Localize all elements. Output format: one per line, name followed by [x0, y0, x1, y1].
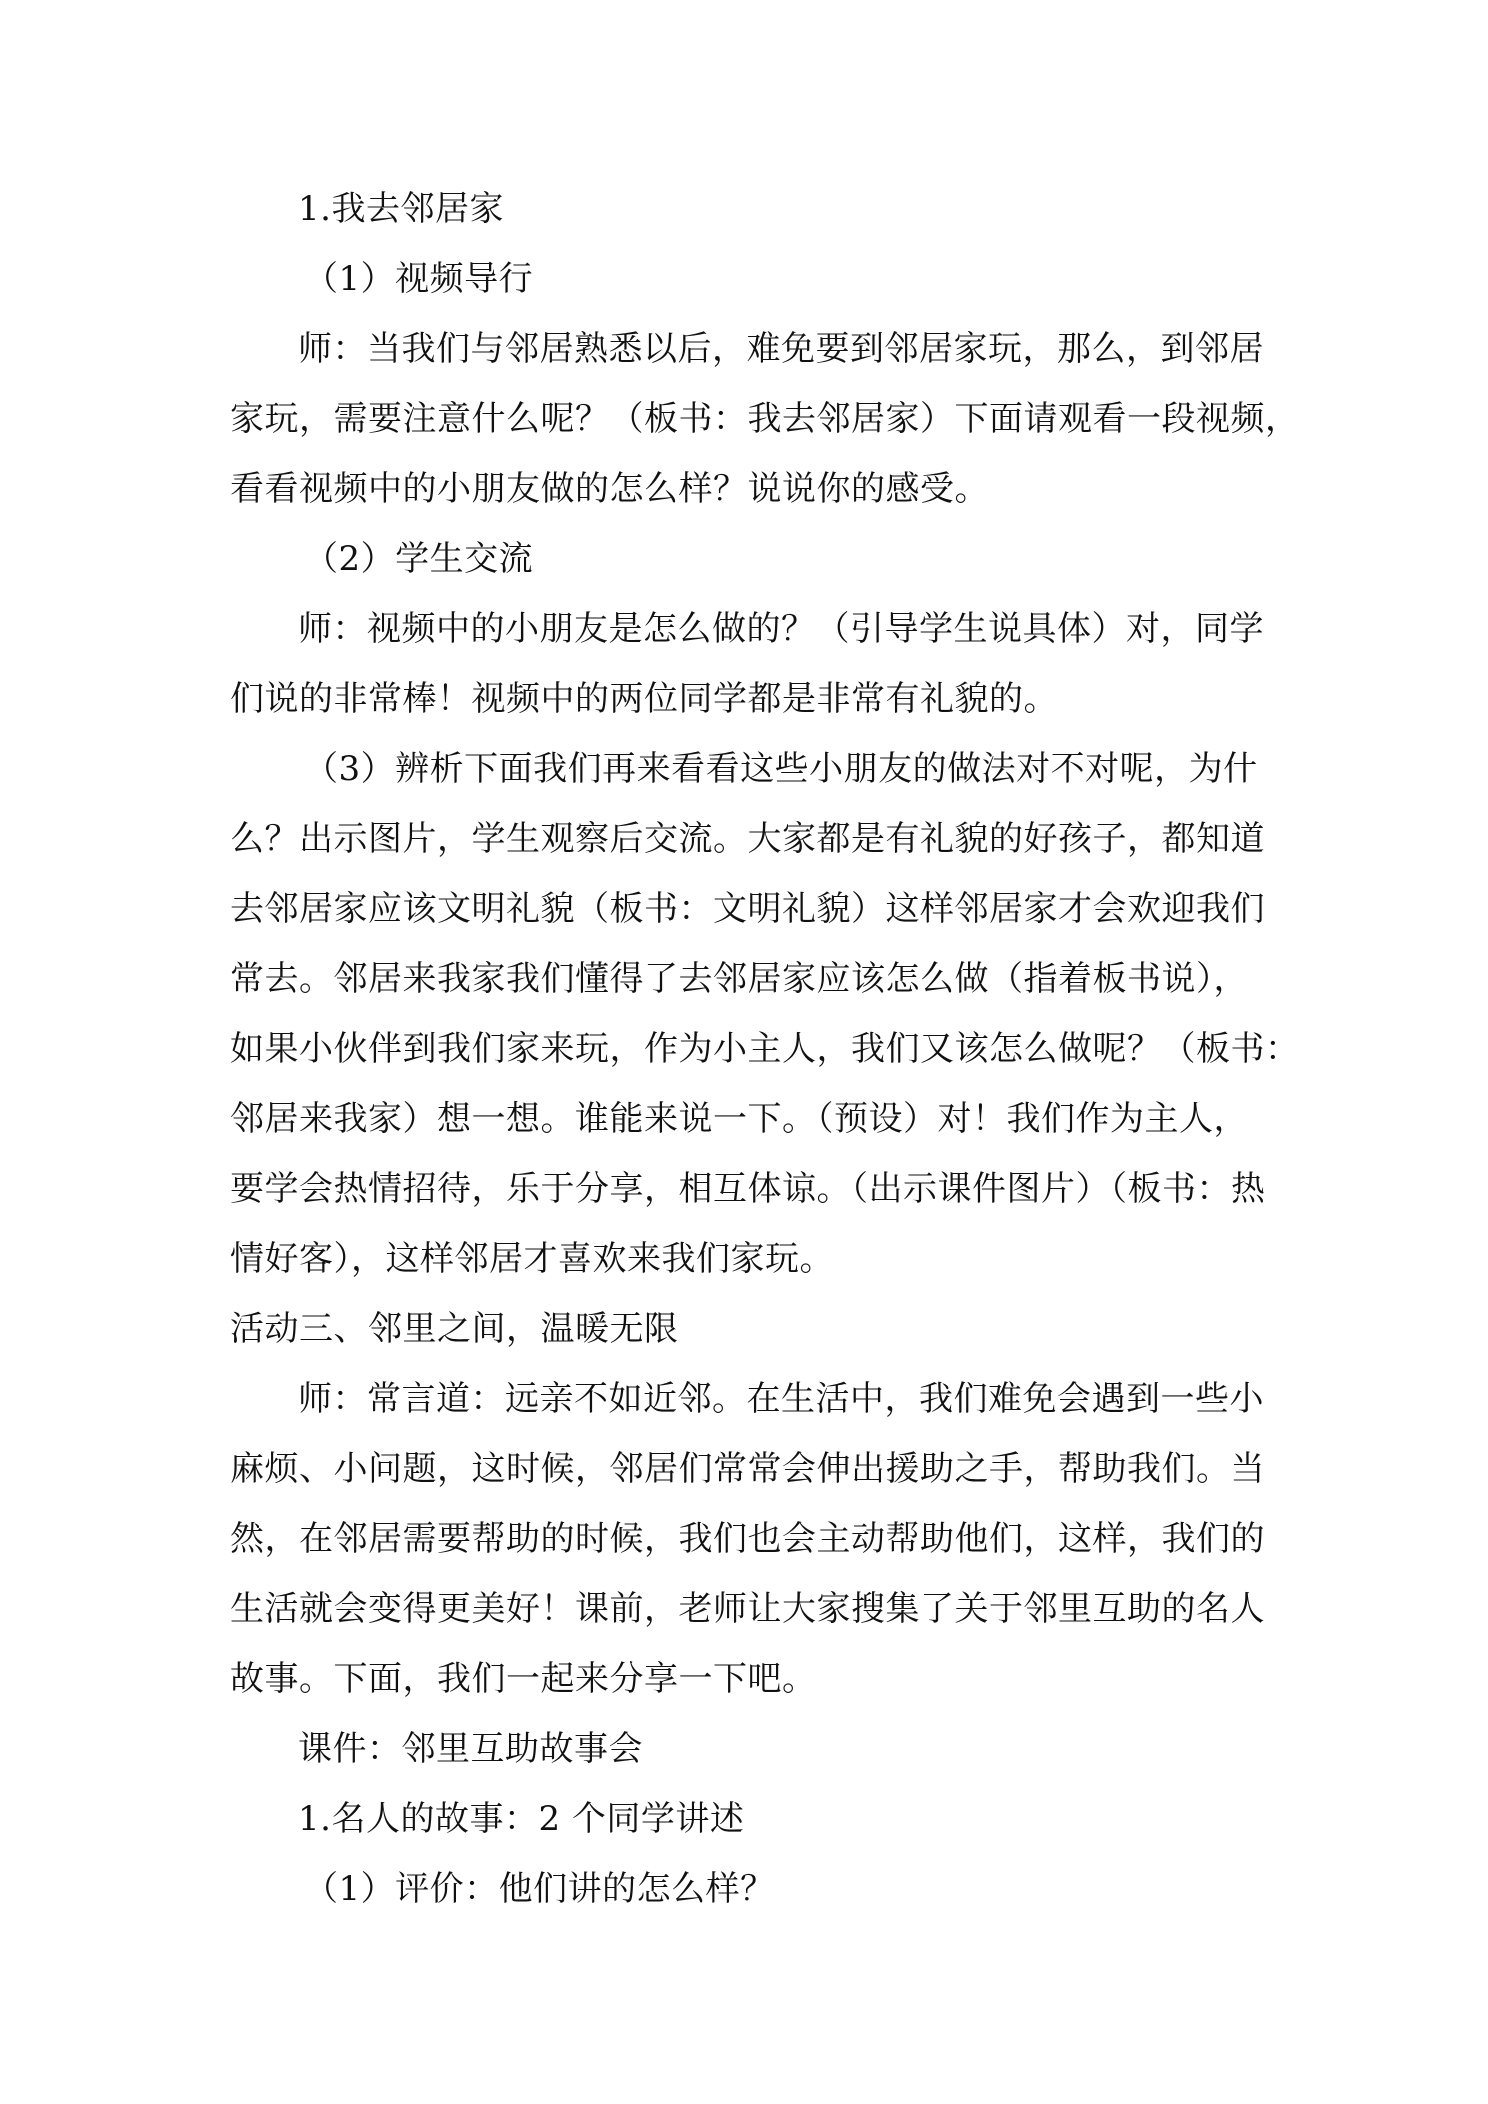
paragraph-line: 去邻居家应该文明礼貌（板书：文明礼貌）这样邻居家才会欢迎我们	[230, 889, 1265, 929]
paragraph-line: 要学会热情招待，乐于分享，相互体谅。（出示课件图片）（板书：热	[230, 1169, 1266, 1209]
heading-visit-neighbor: 1.我去邻居家	[298, 189, 504, 229]
paragraph-line: 师：当我们与邻居熟悉以后，难免要到邻居家玩，那么，到邻居	[298, 329, 1264, 369]
paragraph-line: 看看视频中的小朋友做的怎么样？说说你的感受。	[230, 469, 989, 509]
paragraph-line: 么？出示图片，学生观察后交流。大家都是有礼貌的好孩子，都知道	[230, 819, 1265, 859]
paragraph-line: 家玩，需要注意什么呢？（板书：我去邻居家）下面请观看一段视频，	[230, 399, 1300, 439]
paragraph-line: 生活就会变得更美好！课前，老师让大家搜集了关于邻里互助的名人	[230, 1589, 1265, 1629]
courseware-title: 课件：邻里互助故事会	[298, 1729, 643, 1769]
paragraph-line: （3）辨析下面我们再来看看这些小朋友的做法对不对呢，为什	[304, 749, 1258, 789]
subheading-student-exchange: （2）学生交流	[304, 539, 534, 579]
paragraph-line: 情好客），这样邻居才喜欢来我们家玩。	[230, 1239, 834, 1279]
paragraph-line: 师：常言道：远亲不如近邻。在生活中，我们难免会遇到一些小	[298, 1379, 1264, 1419]
subheading-evaluation: （1）评价：他们讲的怎么样？	[304, 1869, 775, 1909]
paragraph-line: 邻居来我家）想一想。谁能来说一下。（预设）对！我们作为主人，	[230, 1099, 1248, 1139]
paragraph-line: 常去。邻居来我家我们懂得了去邻居家应该怎么做（指着板书说），	[230, 959, 1248, 999]
paragraph-line: 如果小伙伴到我们家来玩，作为小主人，我们又该怎么做呢？（板书：	[230, 1029, 1300, 1069]
subheading-video-guide: （1）视频导行	[304, 259, 534, 299]
paragraph-line: 麻烦、小问题，这时候，邻居们常常会伸出援助之手，帮助我们。当	[230, 1449, 1265, 1489]
paragraph-line: 们说的非常棒！视频中的两位同学都是非常有礼貌的。	[230, 679, 1058, 719]
paragraph-line: 然，在邻居需要帮助的时候，我们也会主动帮助他们，这样，我们的	[230, 1519, 1265, 1559]
paragraph-line: 故事。下面，我们一起来分享一下吧。	[230, 1659, 817, 1699]
paragraph-line: 师：视频中的小朋友是怎么做的？（引导学生说具体）对，同学	[298, 609, 1264, 649]
heading-famous-stories: 1.名人的故事：2 个同学讲述	[298, 1799, 745, 1839]
heading-activity-three: 活动三、邻里之间，温暖无限	[230, 1309, 679, 1349]
